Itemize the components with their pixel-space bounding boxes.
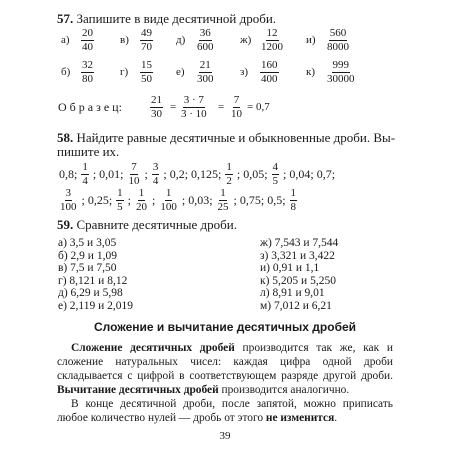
fraction-numerator: 1 bbox=[220, 186, 226, 199]
fraction-denominator: 80 bbox=[82, 73, 93, 85]
fraction-denominator: 20 bbox=[136, 200, 148, 213]
fraction-numerator: 15 bbox=[141, 59, 152, 71]
fraction-numerator: 1 bbox=[165, 186, 172, 199]
fraction-numerator: 1 bbox=[138, 186, 145, 199]
fraction-denominator: 100 bbox=[60, 200, 77, 213]
exercise-59-item: м) 7,012 и 6,21 bbox=[260, 299, 332, 312]
exercise-58-separator: ; 0,04; 0,7; bbox=[283, 166, 336, 181]
fraction-denominator: 400 bbox=[261, 73, 278, 85]
exercise-58-separator: ; bbox=[152, 192, 156, 207]
sample-fraction-1: $\frac{21}{30}$ bbox=[151, 94, 162, 120]
fraction-numerator: 3 bbox=[65, 186, 71, 199]
fraction-denominator: 8 bbox=[290, 200, 297, 213]
sample-equals-2: = bbox=[218, 101, 225, 113]
fraction-numerator: 7 bbox=[131, 160, 137, 173]
exercise-59-item: д) 6,29 и 5,98 bbox=[58, 287, 123, 299]
exercise-58-fraction bbox=[272, 162, 280, 187]
exercise-58-separator: ; 0,01; bbox=[92, 166, 124, 181]
exercise-57-item-label: б) bbox=[61, 66, 71, 78]
exercise-58-separator: ; bbox=[144, 166, 148, 181]
exercise-57-fraction bbox=[326, 28, 350, 53]
fraction-denominator: 300 bbox=[197, 73, 214, 85]
sample-fraction-2: $\frac{3 \cdot 7}{3 \cdot 10}$ bbox=[181, 94, 207, 120]
exercise-59-item: б) 2,9 и 1,09 bbox=[58, 249, 117, 262]
exercise-57-item-label: ж) bbox=[240, 34, 252, 46]
exercise-58-fraction bbox=[116, 188, 124, 213]
exercise-58-list-line-2 bbox=[57, 187, 397, 213]
fraction-denominator: 8000 bbox=[327, 41, 349, 53]
exercise-59-item: з) 3,321 и 3,422 bbox=[260, 249, 335, 262]
fraction-numerator: 999 bbox=[332, 59, 349, 71]
exercise-59-item: г) 8,121 и 8,12 bbox=[58, 274, 128, 287]
fraction-denominator: 50 bbox=[141, 73, 152, 85]
rule-paragraph-trailing-zeros: В конце десятичной дроби, после запятой, можно приписать любое количество нулей — дробь от этого не изменится. bbox=[57, 398, 393, 424]
exercise-58-fraction bbox=[59, 188, 78, 213]
exercise-58-fraction bbox=[152, 162, 160, 187]
exercise-57-item-label: г) bbox=[120, 66, 129, 78]
exercise-57-fraction bbox=[140, 60, 153, 85]
exercise-57-item-label: и) bbox=[306, 34, 316, 46]
exercise-59-header bbox=[57, 217, 237, 232]
sample-equals-1: = bbox=[170, 101, 177, 113]
fraction-numerator: 49 bbox=[141, 27, 152, 39]
fraction-denominator: 30000 bbox=[327, 73, 355, 85]
exercise-57-instruction: Запишите в виде десятичной дроби. bbox=[76, 11, 277, 26]
fraction-numerator: 20 bbox=[82, 27, 93, 39]
exercise-57-fraction bbox=[81, 60, 94, 85]
exercise-58-fraction bbox=[128, 162, 141, 187]
exercise-57-fraction bbox=[81, 28, 94, 53]
fraction-denominator: 2 bbox=[226, 174, 232, 187]
exercise-57-fraction bbox=[140, 28, 153, 53]
exercise-58-list-line-1 bbox=[57, 161, 397, 187]
exercise-59-number: 59. bbox=[57, 217, 74, 232]
exercise-58-separator: 0,8; bbox=[59, 166, 78, 181]
exercise-59-item: и) 0,91 и 1,1 bbox=[260, 262, 320, 274]
exercise-58-fraction bbox=[290, 188, 298, 213]
exercise-58-separator: ; 0,05; bbox=[236, 166, 268, 181]
fraction-numerator: 12 bbox=[266, 27, 278, 39]
exercise-57-item-label: в) bbox=[120, 34, 129, 46]
exercise-59-instruction: Сравните десятичные дроби. bbox=[76, 217, 237, 232]
exercise-58-instruction-line-1: Найдите равные десятичные и обыкновенные дроби. Вы- bbox=[76, 130, 396, 145]
exercise-57-fraction bbox=[260, 60, 279, 85]
rule-paragraph-addition: Сложение десятичных дробей производится так же, как и сложение натуральных чисел: каждая цифра одной дроби складывается с цифрой в соответствующем разряде другой дроби. Вычитание десятичных дробей производится аналогично. bbox=[57, 342, 393, 396]
exercise-59-item: в) 7,5 и 7,50 bbox=[58, 262, 117, 274]
exercise-58-separator: ; 0,75; 0,5; bbox=[233, 192, 286, 207]
exercise-57-fraction bbox=[326, 60, 356, 85]
exercise-58-separator: ; 0,25; bbox=[81, 192, 113, 207]
fraction-numerator: 1 bbox=[117, 186, 123, 199]
fraction-numerator: 560 bbox=[329, 27, 347, 39]
sample-result: = 0,7 bbox=[247, 101, 270, 113]
fraction-denominator: 40 bbox=[82, 41, 93, 53]
fraction-denominator: 4 bbox=[82, 174, 88, 187]
fraction-numerator: 32 bbox=[82, 59, 93, 71]
fraction-numerator: 36 bbox=[199, 27, 211, 39]
exercise-57-item-label: е) bbox=[176, 66, 185, 78]
fraction-numerator: 160 bbox=[261, 59, 278, 71]
exercise-58-number: 58. bbox=[57, 130, 74, 145]
fraction-denominator: 1200 bbox=[261, 41, 283, 53]
fraction-numerator: 1 bbox=[226, 160, 232, 173]
section-heading: Сложение и вычитание десятичных дробей bbox=[93, 320, 357, 334]
exercise-59-item: ж) 7,543 и 7,544 bbox=[260, 237, 339, 249]
exercise-57-fraction bbox=[260, 28, 284, 53]
exercise-57-number: 57. bbox=[57, 11, 74, 26]
fraction-denominator: 100 bbox=[160, 200, 177, 213]
exercise-58-separator: ; bbox=[127, 192, 132, 207]
exercise-59-item: е) 2,119 и 2,019 bbox=[58, 299, 134, 312]
fraction-denominator: 5 bbox=[117, 200, 123, 213]
fraction-denominator: 25 bbox=[217, 200, 229, 213]
exercise-58-separator: ; 0,2; 0,125; bbox=[163, 166, 222, 181]
exercise-58-instruction-line-2: пишите их. bbox=[57, 144, 120, 159]
page-number: 39 bbox=[219, 430, 231, 442]
exercise-57-fraction bbox=[196, 28, 215, 53]
exercise-58-fraction bbox=[135, 188, 148, 213]
exercise-57-item-label: к) bbox=[306, 66, 316, 78]
sample-label: О б р а з е ц: bbox=[58, 100, 122, 114]
fraction-numerator: 1 bbox=[290, 186, 297, 199]
fraction-denominator: 600 bbox=[197, 41, 214, 53]
exercise-59-item: а) 3,5 и 3,05 bbox=[58, 237, 117, 249]
fraction-denominator: 5 bbox=[272, 174, 279, 187]
fraction-numerator: 4 bbox=[272, 160, 279, 173]
exercise-58-separator: ; 0,03; bbox=[181, 192, 213, 207]
fraction-denominator: 4 bbox=[152, 174, 159, 187]
fraction-numerator: 21 bbox=[199, 59, 211, 71]
exercise-58-fraction bbox=[217, 188, 230, 213]
fraction-numerator: 1 bbox=[82, 160, 88, 173]
fraction-denominator: 70 bbox=[141, 41, 152, 53]
exercise-57-item-label: з) bbox=[240, 66, 249, 78]
exercise-57-fraction bbox=[196, 60, 215, 85]
fraction-numerator: 3 bbox=[152, 160, 159, 173]
exercise-57-item-label: д) bbox=[176, 34, 186, 46]
exercise-58-fraction bbox=[81, 162, 89, 187]
exercise-59-item: л) 8,91 и 9,01 bbox=[260, 287, 325, 299]
exercise-57-header bbox=[57, 11, 276, 26]
exercise-58-fraction bbox=[225, 162, 233, 187]
exercise-58-header bbox=[57, 130, 395, 145]
exercise-59-item: к) 5,205 и 5,250 bbox=[260, 274, 336, 287]
fraction-denominator: 10 bbox=[128, 174, 140, 187]
exercise-58-fraction bbox=[159, 188, 178, 213]
exercise-57-item-label: а) bbox=[61, 34, 70, 46]
sample-fraction-3: $\frac{7}{10}$ bbox=[231, 94, 242, 120]
